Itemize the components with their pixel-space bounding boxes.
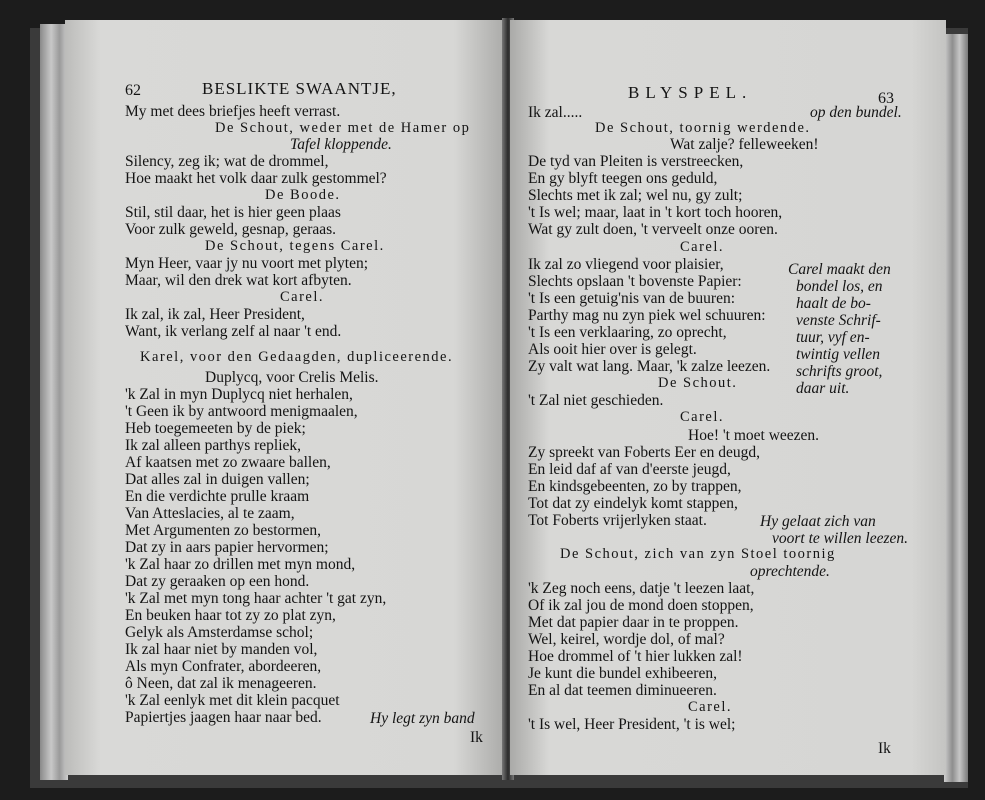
left-page-line: Ik zal haar niet by manden vol, <box>125 641 318 658</box>
right-page-line: Zy spreekt van Foberts Eer en deugd, <box>528 444 761 461</box>
left-page-line: 'k Zal haar zo drillen met myn mond, <box>125 556 356 573</box>
right-page-line: Carel. <box>688 699 733 715</box>
right-page-line: En leid daf af van d'eerste jeugd, <box>528 461 731 478</box>
stage-direction-line: twintig vellen <box>796 346 880 363</box>
right-page-line: 't Zal niet geschieden. <box>528 392 664 409</box>
right-page-line: oprechtende. <box>750 563 830 580</box>
right-page-line: op den bundel. <box>810 104 902 121</box>
right-page-line: 't Is een getuig'nis van de buuren: <box>528 290 736 307</box>
right-page-line: En al dat teemen diminueeren. <box>528 682 717 699</box>
left-page-line: Als myn Confrater, abordeeren, <box>125 658 322 675</box>
right-page-line: 't Is wel, Heer President, 't is wel; <box>528 716 736 733</box>
right-page-line: De Schout. <box>658 375 738 391</box>
left-page-line: Ik <box>470 729 483 746</box>
right-page-line: Hoe drommel of 't hier lukken zal! <box>528 648 743 665</box>
running-head-right: BLYSPEL. <box>628 83 753 102</box>
stage-direction-line: venste Schrif- <box>796 312 881 329</box>
left-page-line: Carel. <box>280 289 325 305</box>
left-page-line: Van Atteslacies, al te zaam, <box>125 505 295 522</box>
left-page-line: 'k Zal eenlyk met dit klein pacquet <box>125 692 340 709</box>
stage-direction-line: bondel los, en <box>796 278 883 295</box>
running-head-left: BESLIKTE SWAANTJE, <box>202 79 397 98</box>
left-page-line: Tafel kloppende. <box>290 136 392 153</box>
left-page-line: Gelyk als Amsterdamse schol; <box>125 624 314 641</box>
right-page-line: Hoe! 't moet weezen. <box>688 427 820 444</box>
right-page-line: 'k Zeg noch eens, datje 't leezen laat, <box>528 580 755 597</box>
left-page-line: ô Neen, dat zal ik menageeren. <box>125 675 317 692</box>
left-page-line: De Schout, weder met de Hamer op <box>215 120 471 136</box>
left-page-line: Dat zy geraaken op een hond. <box>125 573 310 590</box>
left-page-line: 'k Zal met myn tong haar achter 't gat zyn, <box>125 590 387 607</box>
right-page-line: Of ik zal jou de mond doen stoppen, <box>528 597 754 614</box>
right-page-line: En gy blyft teegen ons geduld, <box>528 170 718 187</box>
right-page-line: De Schout, zich van zyn Stoel toornig <box>560 546 836 562</box>
right-page-line: Ik zal..... <box>528 104 583 121</box>
left-page-line: Myn Heer, vaar jy nu voort met plyten; <box>125 255 369 272</box>
right-page-line: Parthy mag nu zyn piek wel schuuren: <box>528 307 766 324</box>
right-page-line: Carel. <box>680 409 725 425</box>
stage-direction-line: tuur, vyf en- <box>796 329 870 346</box>
stage-direction-line: daar uit. <box>796 380 850 397</box>
right-page <box>510 20 946 775</box>
right-page-line: Met dat papier daar in te proppen. <box>528 614 739 631</box>
right-page-line: Zy valt wat lang. Maar, 'k zalze leezen. <box>528 358 771 375</box>
left-page-line: Dat alles zal in duigen vallen; <box>125 471 310 488</box>
left-page-line: De Schout, tegens Carel. <box>205 238 385 254</box>
left-page-line: Dat zy in aars papier hervormen; <box>125 539 329 556</box>
right-page-line: Hy gelaat zich van <box>760 513 876 530</box>
right-page-line: Ik <box>878 740 891 757</box>
page-edges-right <box>944 34 968 782</box>
left-page-line: Maar, wil den drek wat kort afbyten. <box>125 272 352 289</box>
right-page-line: voort te willen leezen. <box>772 530 909 547</box>
page-number-left: 62 <box>125 82 141 99</box>
left-page-line: Stil, stil daar, het is hier geen plaas <box>125 204 341 221</box>
left-page-line: Hy legt zyn band <box>370 710 475 727</box>
right-page-line: Wat gy zult doen, 't verveelt onze ooren. <box>528 221 778 238</box>
right-page-line: Ik zal zo vliegend voor plaisier, <box>528 256 724 273</box>
left-page-line: My met dees briefjes heeft verrast. <box>125 103 341 120</box>
left-page-line: En beuken haar tot zy zo plat zyn, <box>125 607 336 624</box>
right-page-line: Wel, keirel, wordje dol, of mal? <box>528 631 725 648</box>
left-page-line: Ik zal, ik zal, Heer President, <box>125 306 305 323</box>
left-page-line: Silency, zeg ik; wat de drommel, <box>125 153 329 170</box>
left-page-line: Met Argumenten zo bestormen, <box>125 522 322 539</box>
right-page-line: 't Is een verklaaring, zo oprecht, <box>528 324 727 341</box>
left-page-line: Want, ik verlang zelf al naar 't end. <box>125 323 342 340</box>
page-edges-left <box>40 24 68 780</box>
left-page-line: De Boode. <box>265 187 341 203</box>
right-page-line: Slechts met ik zal; wel nu, gy zult; <box>528 187 743 204</box>
right-page-line: Tot dat zy eindelyk komt stappen, <box>528 495 738 512</box>
right-page-line: Als ooit hier over is gelegt. <box>528 341 697 358</box>
left-page-line: En die verdichte prulle kraam <box>125 488 310 505</box>
stage-direction-line: haalt de bo- <box>796 295 871 312</box>
left-page-line: Hoe maakt het volk daar zulk gestommel? <box>125 170 387 187</box>
stage-direction-line: Carel maakt den <box>788 261 891 278</box>
left-page-line: Karel, voor den Gedaagden, dupliceerende. <box>140 349 454 365</box>
left-page-line: Duplycq, voor Crelis Melis. <box>205 369 379 386</box>
right-page-line: De tyd van Pleiten is verstreecken, <box>528 153 744 170</box>
left-page-line: Voor zulk geweld, gesnap, geraas. <box>125 221 337 238</box>
right-page-line: Tot Foberts vrijerlyken staat. <box>528 512 707 529</box>
left-page-line: Af kaatsen met zo zwaare ballen, <box>125 454 331 471</box>
left-page-line: Heb toegemeeten by de piek; <box>125 420 306 437</box>
right-page-line: De Schout, toornig werdende. <box>595 120 811 136</box>
left-page-line: 'k Zal in myn Duplycq niet herhalen, <box>125 386 353 403</box>
left-page-line: 't Geen ik by antwoord menigmaalen, <box>125 403 358 420</box>
page-number-right: 63 <box>878 90 894 107</box>
right-page-line: En kindsgebeenten, zo by trappen, <box>528 478 742 495</box>
right-page-line: Slechts opslaan 't bovenste Papier: <box>528 273 742 290</box>
left-page-line: Papiertjes jaagen haar naar bed. <box>125 709 322 726</box>
right-page-line: 't Is wel; maar, laat in 't kort toch hooren, <box>528 204 783 221</box>
left-page <box>65 20 507 775</box>
right-page-line: Je kunt die bundel exhibeeren, <box>528 665 717 682</box>
left-page-line: Ik zal alleen parthys repliek, <box>125 437 302 454</box>
stage-direction-line: schrifts groot, <box>796 363 883 380</box>
right-page-line: Carel. <box>680 239 725 255</box>
right-page-line: Wat zalje? felleweeken! <box>670 136 819 153</box>
